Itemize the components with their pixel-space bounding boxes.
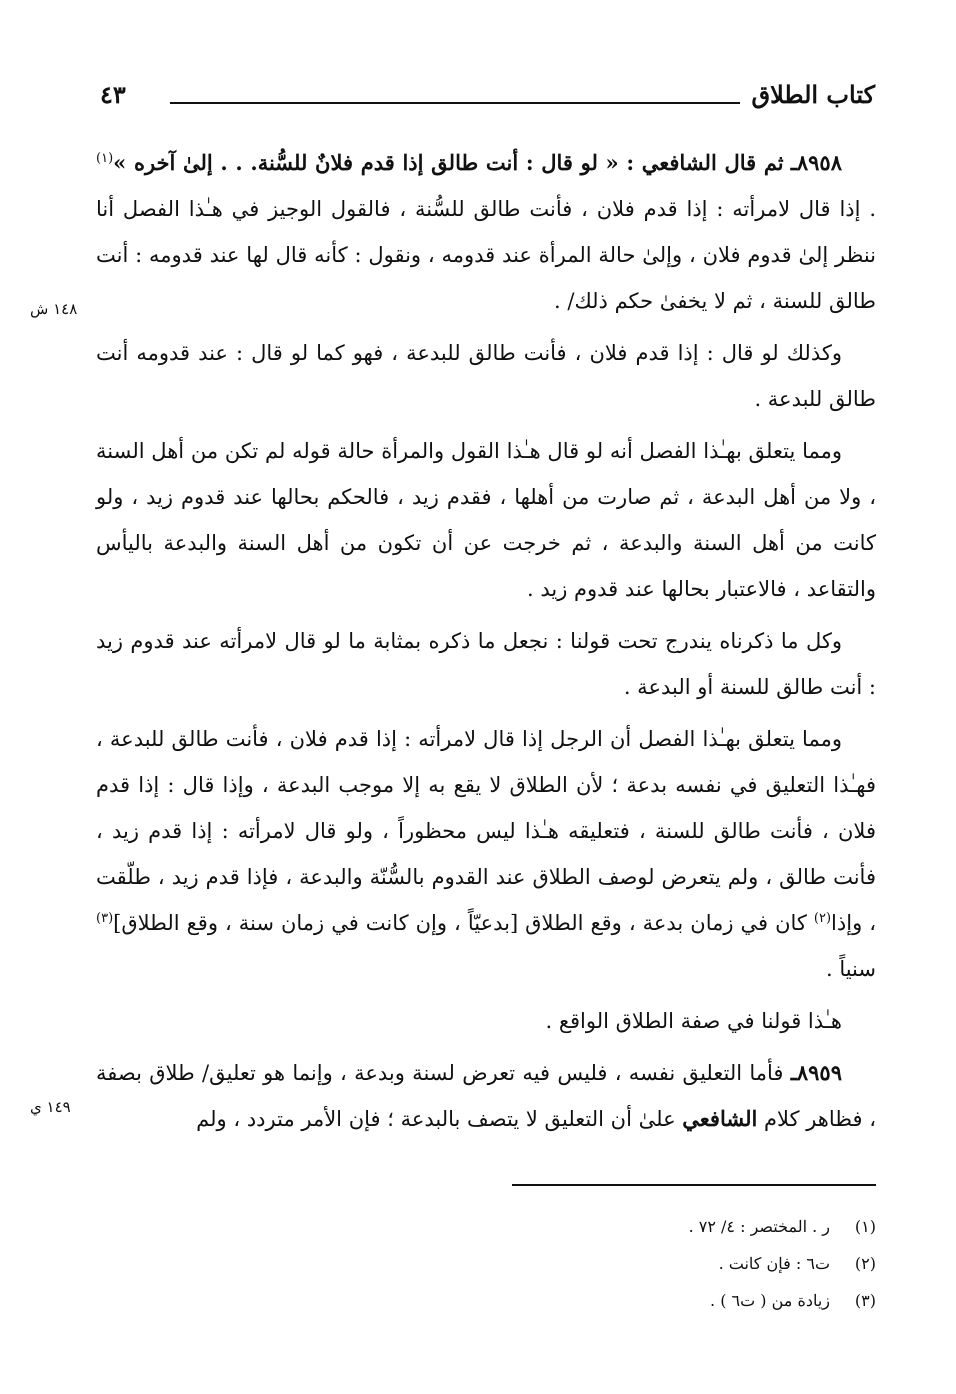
footnote-text: زيادة من ( ت٦ ) . bbox=[710, 1291, 830, 1310]
paragraph: وكذلك لو قال : إذا قدم فلان ، فأنت طالق للبدعة ، فهو كما لو قال : عند قدومه أنت طالق للبدعة . bbox=[96, 341, 876, 411]
section-number: ٨٩٥٨ـ bbox=[790, 150, 842, 175]
footnote-number: (٣) bbox=[854, 1291, 876, 1310]
margin-note-149: ١٤٩ ي bbox=[30, 1098, 71, 1116]
footnote-text: ر . المختصر : ٤/ ٧٢ . bbox=[688, 1217, 830, 1236]
header-rule bbox=[170, 102, 740, 104]
paragraph-text: كان في زمان بدعة ، وقع الطلاق [بدعيّاً ، وإن كانت في زمان سنة ، وقع الطلاق] bbox=[113, 911, 814, 935]
paragraph-text: ومما يتعلق بهـٰذا الفصل أن الرجل إذا قال لامرأته : إذا قدم فلان ، فأنت طالق للبدعة ، فهـٰذا التعليق في نفسه بدعة ؛ لأن الطلاق لا يقع به إلا موجب البدعة ، وإذا قال : إذا قدم فلان ، فأنت طالق للسنة ، فتعليقه هـٰذا ليس محظوراً ، ولو قال لامرأته : إذا قدم زيد ، فأنت طالق ، ولم يتعرض لوصف الطلاق عند القدوم بالسُّنّة والبدعة ، فإذا قدم زيد ، طلّقت ، وإذا bbox=[96, 727, 876, 935]
bold-name: الشافعي bbox=[682, 1106, 758, 1131]
paragraph-8958 bbox=[96, 140, 876, 324]
footnote-ref: (٣) bbox=[96, 911, 114, 926]
paragraph bbox=[96, 716, 876, 992]
paragraph: هـٰذا قولنا في صفة الطلاق الواقع . bbox=[545, 1009, 842, 1033]
paragraph-text: علىٰ أن التعليق لا يتصف بالبدعة ؛ فإن الأمر متردد ، ولم bbox=[196, 1107, 683, 1131]
paragraph-text: فأما التعليق نفسه ، فليس فيه تعرض لسنة وبدعة ، وإنما هو تعليق/ طلاق بصفة ، فظاهر كلام bbox=[96, 1061, 876, 1131]
footnote-ref: (٢) bbox=[813, 911, 832, 926]
paragraph-text: . إذا قال لامرأته : إذا قدم فلان ، فأنت طالق للسُّنة ، فالقول الوجيز في هـٰذا الفصل أنا ننظر إلىٰ قدوم فلان ، وإلىٰ حالة المرأة عند قدومه ، ونقول : كأنه قال لها عند قدومه : أنت طالق للسنة ، ثم لا يخفىٰ حكم ذلك/ . bbox=[96, 197, 876, 313]
page-header bbox=[100, 80, 875, 120]
footnote bbox=[476, 1245, 876, 1282]
book-title: كتاب الطلاق bbox=[751, 80, 875, 109]
footnote-rule bbox=[512, 1184, 876, 1186]
main-text bbox=[96, 140, 876, 1148]
page-number: ٤٣ bbox=[100, 80, 126, 109]
paragraph-8959 bbox=[96, 1050, 876, 1142]
footnote bbox=[476, 1208, 876, 1245]
section-number: ٨٩٥٩ـ bbox=[790, 1060, 842, 1085]
footnote-text: ت٦ : فإن كانت . bbox=[718, 1254, 830, 1273]
footnote-number: (٢) bbox=[854, 1254, 876, 1273]
paragraph-text: سنياً . bbox=[825, 957, 876, 981]
paragraph: ومما يتعلق بهـٰذا الفصل أنه لو قال هـٰذا القول والمرأة حالة قوله لم تكن من أهل السنة ، ولا من أهل البدعة ، ثم صارت من أهلها ، فقدم زيد ، فالحكم بحالها عند قدوم زيد ، ولو كانت من أهل السنة والبدعة ، ثم خرجت عن أن تكون من أهل السنة والبدعة باليأس والتقاعد ، فالاعتبار بحالها عند قدوم زيد . bbox=[96, 439, 876, 601]
footnote-number: (١) bbox=[854, 1217, 876, 1236]
paragraph: وكل ما ذكرناه يندرج تحت قولنا : نجعل ما ذكره بمثابة ما لو قال لامرأته عند قدوم زيد : أنت طالق للسنة أو البدعة . bbox=[96, 629, 876, 699]
quoted-text: ثم قال الشافعي : « لو قال : أنت طالق إذا قدم فلانٌ للسُّنة. . . إلىٰ آخره » bbox=[113, 150, 784, 175]
footnotes bbox=[476, 1208, 876, 1319]
footnote-ref: (١) bbox=[96, 151, 114, 166]
margin-note-148: ١٤٨ ش bbox=[30, 300, 78, 318]
footnote bbox=[476, 1282, 876, 1319]
